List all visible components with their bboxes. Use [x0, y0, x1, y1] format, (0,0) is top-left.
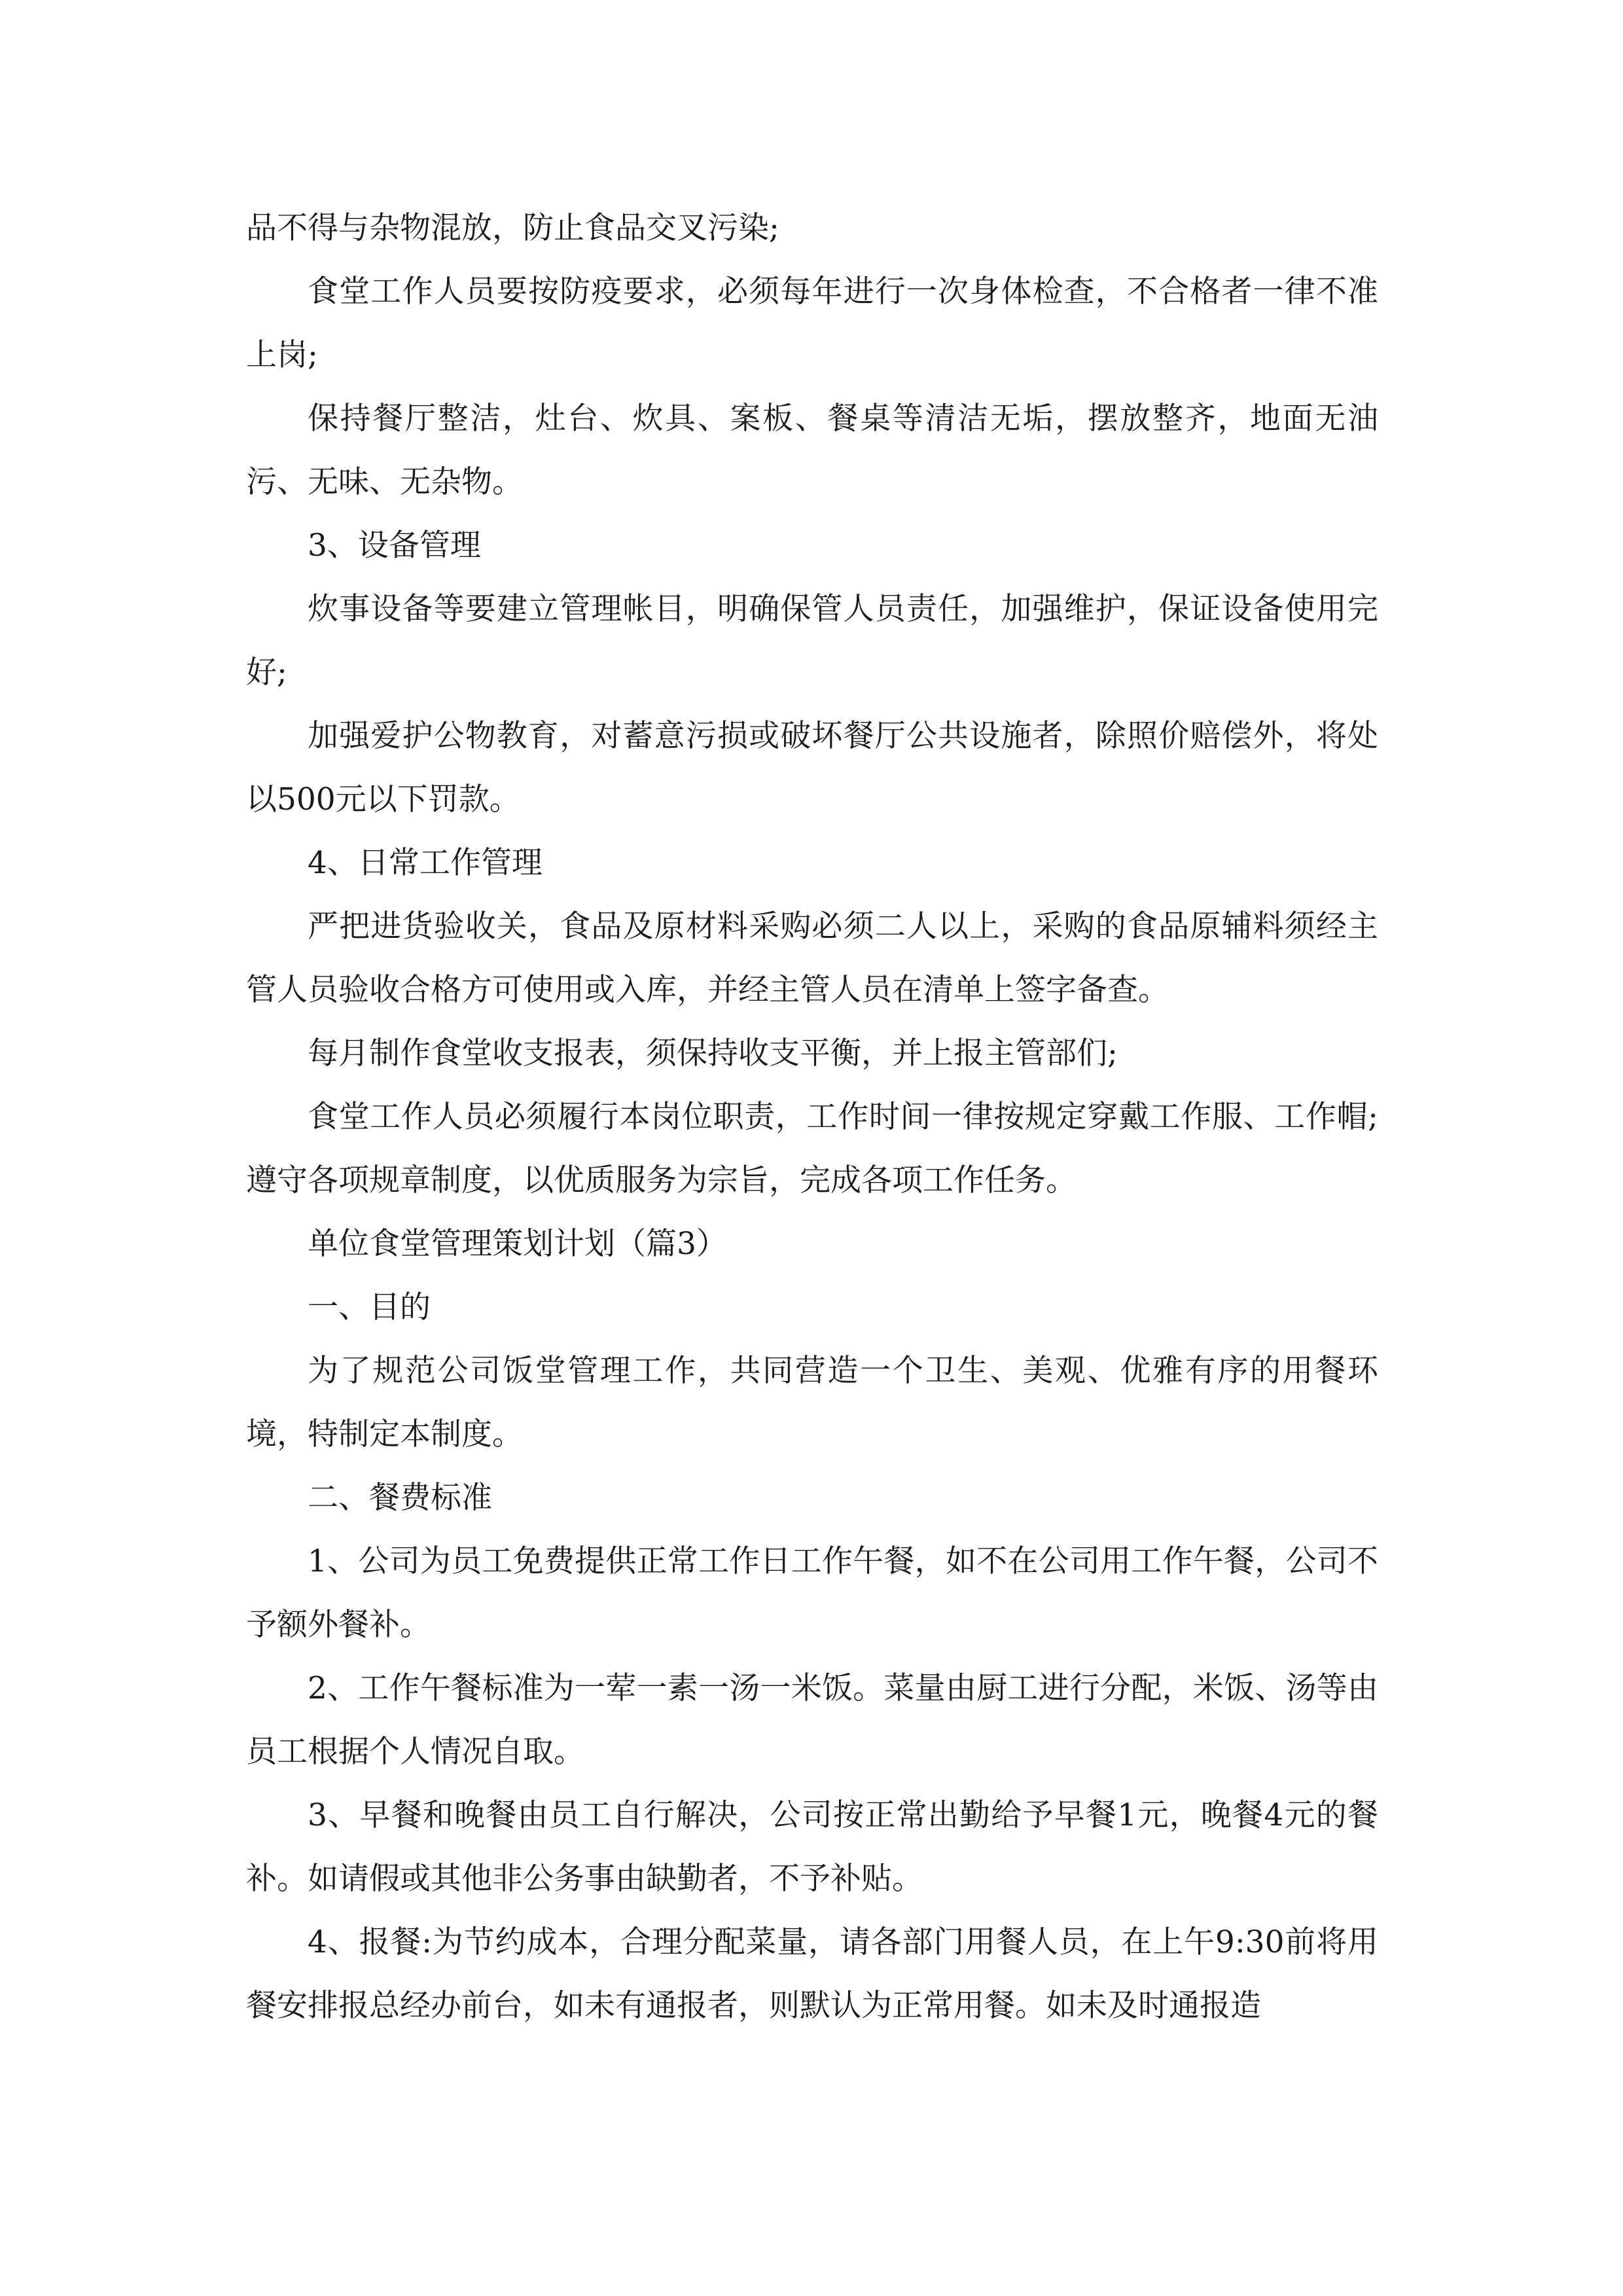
paragraph: 严把进货验收关，食品及原材料采购必须二人以上，采购的食品原辅料须经主管人员验收合格方可使用或入库，并经主管人员在清单上签字备查。 [246, 908, 1378, 1008]
document-body [246, 196, 1378, 2037]
paragraph: 食堂工作人员必须履行本岗位职责，工作时间一律按规定穿戴工作服、工作帽;遵守各项规章制度，以优质服务为宗旨，完成各项工作任务。 [246, 1099, 1378, 1198]
paragraph: 食堂工作人员要按防疫要求，必须每年进行一次身体检查，不合格者一律不准上岗; [246, 274, 1378, 373]
paragraph: 每月制作食堂收支报表，须保持收支平衡，并上报主管部们; [308, 1035, 1118, 1071]
paragraph: 3、早餐和晚餐由员工自行解决，公司按正常出勤给予早餐1元，晚餐4元的餐补。如请假或其他非公务事由缺勤者，不予补贴。 [246, 1797, 1378, 1897]
paragraph: 炊事设备等要建立管理帐目，明确保管人员责任，加强维护，保证设备使用完好; [246, 591, 1378, 691]
paragraph: 2、工作午餐标准为一荤一素一汤一米饭。菜量由厨工进行分配，米饭、汤等由员工根据个人情况自取。 [246, 1670, 1378, 1770]
paragraph: 加强爱护公物教育，对蓄意污损或破坏餐厅公共设施者，除照价赔偿外，将处以500元以下罚款。 [246, 718, 1378, 817]
section-heading: 二、餐费标准 [308, 1480, 492, 1516]
section-heading: 3、设备管理 [308, 528, 481, 564]
paragraph: 保持餐厅整洁，灶台、炊具、案板、餐桌等清洁无垢，摆放整齐，地面无油污、无味、无杂物。 [246, 401, 1378, 500]
paragraph: 为了规范公司饭堂管理工作，共同营造一个卫生、美观、优雅有序的用餐环境，特制定本制度。 [246, 1353, 1378, 1452]
paragraph: 1、公司为员工免费提供正常工作日工作午餐，如不在公司用工作午餐，公司不予额外餐补。 [246, 1543, 1378, 1643]
section-heading: 一、目的 [308, 1289, 431, 1325]
section-heading: 4、日常工作管理 [308, 845, 543, 881]
document-subtitle: 单位食堂管理策划计划（篇3） [308, 1226, 727, 1262]
paragraph: 4、报餐:为节约成本，合理分配菜量，请各部门用餐人员，在上午9:30前将用餐安排报总经办前台，如未有通报者，则默认为正常用餐。如未及时通报造 [246, 1924, 1378, 2024]
paragraph: 品不得与杂物混放，防止食品交叉污染; [246, 210, 779, 246]
